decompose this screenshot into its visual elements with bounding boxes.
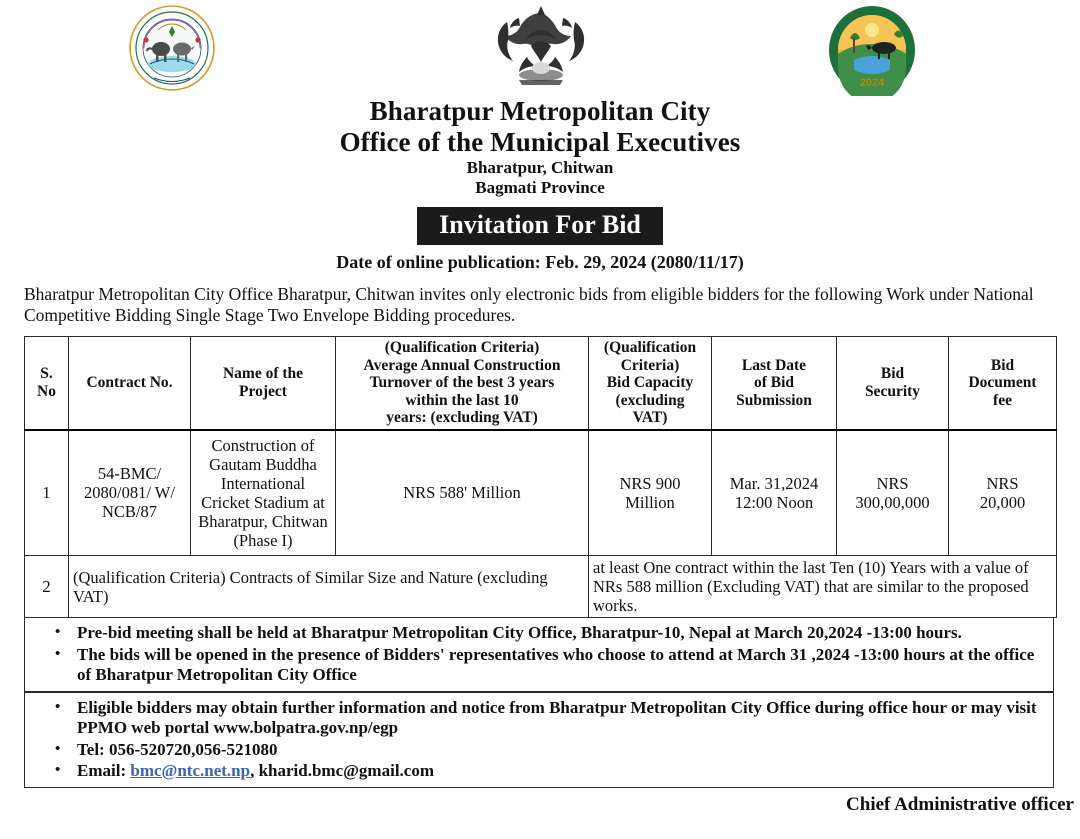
cell-last-date: Mar. 31,2024 12:00 Noon [712, 430, 837, 556]
publication-date: Date of online publication: Feb. 29, 2024 (2080/11/17) [336, 252, 744, 272]
address-line-1: Bharatpur, Chitwan [466, 158, 614, 177]
logo-row [0, 0, 1080, 96]
notes-block-contact [24, 692, 1054, 788]
table-row [25, 430, 1057, 556]
cell-contract-no: 54-BMC/ 2080/081/ W/ NCB/87 [69, 430, 191, 556]
col-last-date: Last Date of Bid Submission [712, 337, 837, 430]
list-item-email [77, 761, 1043, 782]
col-bid-document-fee: Bid Document fee [949, 337, 1057, 430]
page-title-line-2: Office of the Municipal Executives [339, 127, 741, 157]
cell-similar-contracts-value: at least One contract within the last Ten (10) Years with a value of NRs 588 million (Excluding VAT) that are similar to the proposed works. [589, 556, 1057, 618]
cell-bid-security: NRS 300,00,000 [837, 430, 949, 556]
page-title-line-1: Bharatpur Metropolitan City [369, 96, 711, 126]
cell-sno: 1 [25, 430, 69, 556]
cell-bid-document-fee: NRS 20,000 [949, 430, 1057, 556]
col-sno: S. No [25, 337, 69, 430]
list-item: • Eligible bidders may obtain further information and notice from Bharatpur Metropolitan City Office during office hour or may visit PPMO web portal www.bolpatra.gov.np/egp [77, 698, 1043, 739]
svg-text:2024: 2024 [859, 77, 885, 89]
signature-block: Chief Administrative officer [846, 793, 1074, 815]
cell-bid-capacity: NRS 900 Million [589, 430, 712, 556]
email-secondary: , kharid.bmc@gmail.com [250, 761, 434, 780]
invitation-banner-wrapper [0, 207, 1080, 245]
visit-bharatpur-logo-icon [826, 4, 918, 101]
bharatpur-metropolitan-city-emblem-icon [128, 4, 216, 97]
cell-project-name: Construction of Gautam Buddha International Cricket Stadium at Bharatpur, Chitwan (Phase I) [191, 430, 336, 556]
cell-sno: 2 [25, 556, 69, 618]
invitation-for-bid-banner: Invitation For Bid [417, 207, 663, 245]
col-bid-capacity: (Qualification Criteria) Bid Capacity (excluding VAT) [589, 337, 712, 430]
col-bid-security: Bid Security [837, 337, 949, 430]
list-item-telephone: • Tel: 056-520720,056-521080 [77, 740, 1043, 761]
col-annual-turnover: (Qualification Criteria) Average Annual Construction Turnover of the best 3 years within the last 10 years: (excluding VAT) [336, 337, 589, 430]
address-line-2: Bagmati Province [475, 178, 605, 197]
table-header-row [25, 337, 1057, 430]
col-contract-no: Contract No. [69, 337, 191, 430]
cell-annual-turnover: NRS 588' Million [336, 430, 589, 556]
col-project-name: Name of the Project [191, 337, 336, 430]
table-row [25, 556, 1057, 618]
email-link[interactable]: bmc@ntc.net.np [130, 761, 251, 780]
bid-table [24, 336, 1057, 618]
intro-paragraph: Bharatpur Metropolitan City Office Bharatpur, Chitwan invites only electronic bids from eligible bidders for the following Work under National Competitive Bidding Single Stage Two Envelope Bidding procedures. [24, 284, 1034, 325]
cell-similar-contracts-label: (Qualification Criteria) Contracts of Similar Size and Nature (excluding VAT) [69, 556, 589, 618]
list-item: • The bids will be opened in the presence of Bidders' representatives who choose to attend at March 31 ,2024 -13:00 hours at the office of Bharatpur Metropolitan City Office [77, 645, 1043, 686]
notes-block-pre-bid [24, 618, 1054, 692]
email-label: Email: [77, 761, 131, 780]
list-item: • Pre-bid meeting shall be held at Bharatpur Metropolitan City Office, Bharatpur-10, Nepal at March 20,2024 -13:00 hours. [77, 623, 1043, 644]
nepal-government-emblem-icon [487, 2, 595, 97]
